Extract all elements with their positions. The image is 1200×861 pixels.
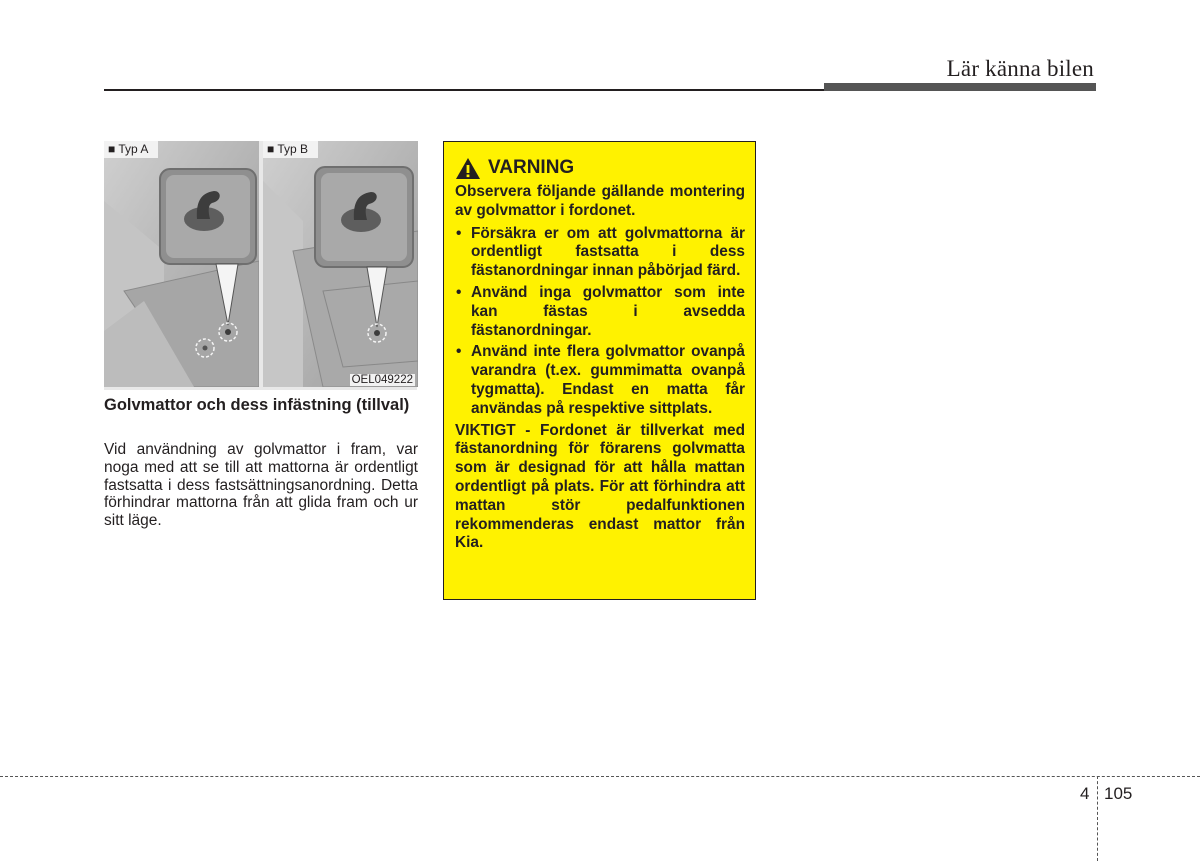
section-body-text: Vid användning av golvmattor i fram, var noga med att se till att mattorna är ordentligt fastsatta i dess fastsättningsanordning. Detta förhindrar mattorna från att glida fram och ur sitt läge. [104, 441, 418, 530]
warning-bullet: • Använd inga golvmattor som inte kan fästas i avsedda fästanordningar. [455, 284, 745, 340]
warning-bullet: • Försäkra er om att golvmattorna är ordentligt fastsatta i dess fästanordningar innan påbörjad färd. [455, 225, 745, 281]
page-number: 105 [1104, 784, 1133, 803]
warning-bullet: • Använd inte flera golvmattor ovanpå varandra (t.ex. gummimatta ovanpå tygmatta). Endast en matta får användas på respektive sittplats. [455, 343, 745, 418]
warning-title: VARNING [488, 156, 575, 178]
header-rule-accent [824, 83, 1096, 91]
section-heading: Golvmattor och dess infästning (tillval) [104, 396, 410, 414]
floor-mat-figure [104, 141, 417, 390]
warning-bullet-list [455, 225, 745, 419]
warning-title-row [455, 154, 745, 182]
figure-panel-type-b [263, 141, 418, 387]
warning-note: VIKTIGT - Fordonet är tillverkat med fästanordning för förarens golvmatta som är designad för att hålla mattan ordentligt på plats. För att förhindra att mattan stör pedalfunktionen rekommenderas endast mattor från Kia. [455, 421, 745, 552]
figure-code: OEL049222 [351, 374, 413, 386]
footer-divider [0, 776, 1200, 777]
chapter-number: 4 [1080, 784, 1090, 803]
floor-mat-illustration-b [263, 141, 418, 387]
footer-vertical-divider [1097, 776, 1098, 861]
floor-mat-illustration-a [104, 141, 259, 387]
panel-label-type-b: ■ Typ B [263, 141, 318, 158]
figure-panel-type-a [104, 141, 259, 387]
page-header-title: Lär känna bilen [946, 56, 1094, 81]
warning-box [443, 141, 756, 600]
header-rule [104, 89, 824, 91]
panel-label-type-a: ■ Typ A [104, 141, 158, 158]
warning-triangle-icon [455, 157, 481, 180]
warning-intro: Observera följande gällande montering av golvmattor i fordonet. [455, 183, 745, 219]
